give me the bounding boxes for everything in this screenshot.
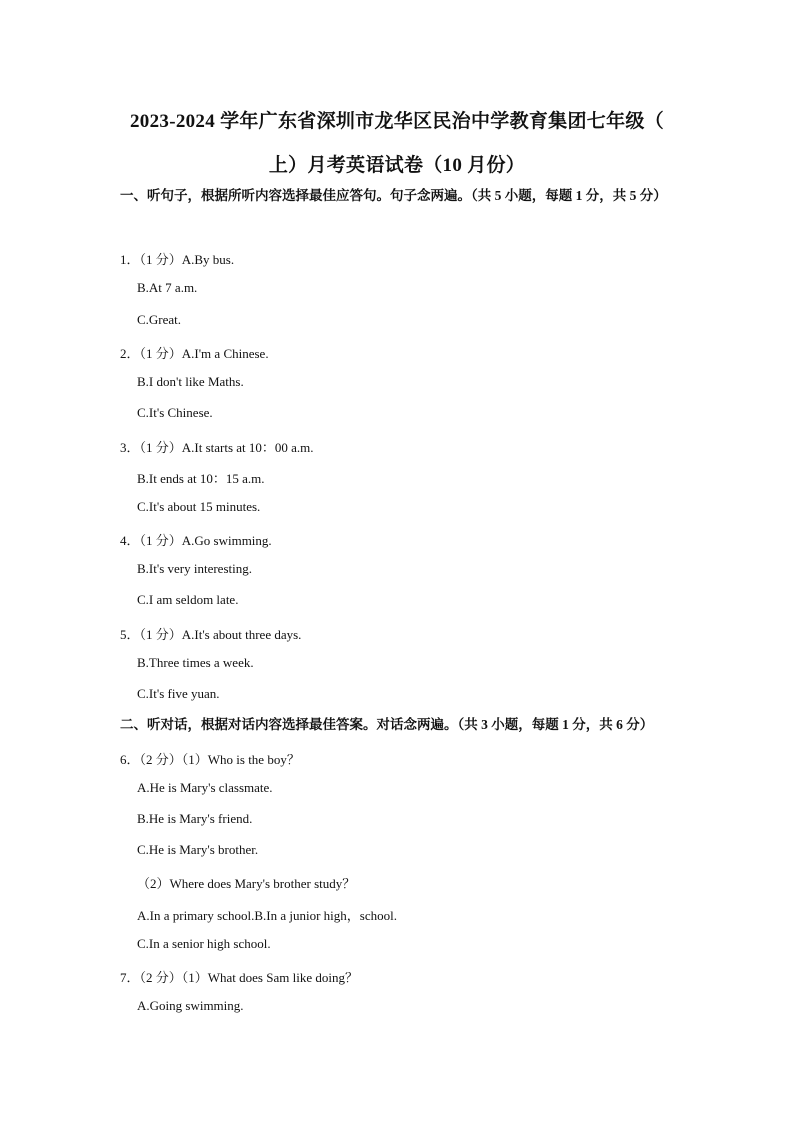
section-1-heading: 一、听句子，根据所听内容选择最佳应答句。句子念两遍。（共 5 小题，每题 1 分，共 5 分） (120, 188, 667, 203)
exam-title-line-2: 上）月考英语试卷（10 月份） (268, 155, 526, 176)
question-7-stem: 7．（2 分）（1）What does Sam like doing？ (120, 970, 358, 985)
question-1-stem: 1．（1 分）A.By bus. (120, 252, 235, 267)
question-5-stem: 5．（1 分）A.It's about three days. (120, 627, 302, 642)
question-3-option-b: B.It ends at 10：15 a.m. (137, 471, 265, 486)
question-6-line: B.He is Mary's friend. (137, 811, 253, 826)
question-7-line: A.Going swimming. (137, 998, 244, 1013)
question-6-line: C.In a senior high school. (137, 936, 271, 951)
question-1-option-c: C.Great. (137, 312, 182, 327)
question-6-subquestion-2: （2）Where does Mary's brother study？ (137, 876, 356, 891)
section-2-heading: 二、听对话，根据对话内容选择最佳答案。对话念两遍。（共 3 小题，每题 1 分，共 6 分） (120, 717, 654, 732)
question-5-option-c: C.It's five yuan. (137, 686, 220, 701)
question-3-option-c: C.It's about 15 minutes. (137, 499, 261, 514)
question-2-option-c: C.It's Chinese. (137, 405, 213, 420)
exam-title-line-1: 2023-2024 学年广东省深圳市龙华区民治中学教育集团七年级（ (130, 111, 664, 132)
question-2-option-b: B.I don't like Maths. (137, 374, 244, 389)
question-2-stem: 2．（1 分）A.I'm a Chinese. (120, 346, 269, 361)
question-6-line: A.He is Mary's classmate. (137, 780, 273, 795)
question-4-option-c: C.I am seldom late. (137, 592, 239, 607)
question-4-stem: 4．（1 分）A.Go swimming. (120, 533, 272, 548)
question-3-stem: 3．（1 分）A.It starts at 10：00 a.m. (120, 440, 314, 455)
question-5-option-b: B.Three times a week. (137, 655, 254, 670)
question-6-stem: 6．（2 分）（1）Who is the boy？ (120, 752, 300, 767)
question-4-option-b: B.It's very interesting. (137, 561, 252, 576)
question-6-line: A.In a primary school.B.In a junior high，school. (137, 908, 397, 923)
question-1-option-b: B.At 7 a.m. (137, 280, 198, 295)
question-6-line: C.He is Mary's brother. (137, 842, 259, 857)
